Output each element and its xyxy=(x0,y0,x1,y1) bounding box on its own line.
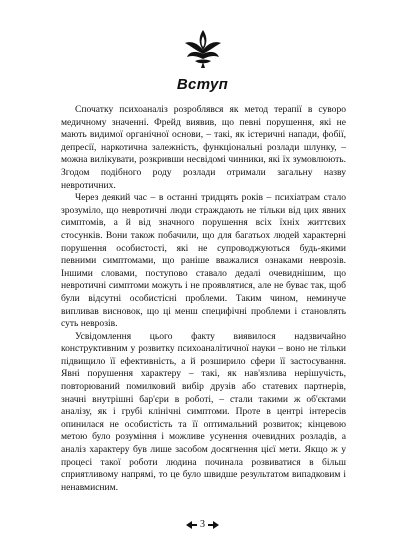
paragraph: Спочатку психоаналіз розроблявся як метод терапії в суворо медичному значенні. Фрейд виявив, що певні порушення, які не мають видимої органічної основи, – такі, як істеричні напади, фобії, депресії, наркотична залежність, функціональні розлади шлунку, – можна вилікувати, розкривши несвідомі чинники, які їх зумовлюють. Згодом подібного роду розлади отримали загальну назву невротичних. xyxy=(61,104,346,191)
paragraph: Через деякий час – в останні тридцять років – психіатрам стало зрозуміло, що невротичні люди страждають не тільки від цих явних симптомів, а й від значного порушення всіх їхніх життєвих стосунків. Вони також побачили, що для багатьох людей характерні порушення особистості, які не супроводжуються будь-якими певними симптомами, що раніше вважалися ознаками неврозів. Іншими словами, поступово ставало дедалі очевиднішим, що невротичні симптоми можуть і не проявлятися, але не буває так, щоб були відсутні особистісні проблеми. Таким чином, неминуче випливав висновок, що ці менш специфічні проблеми і становлять суть неврозів. xyxy=(61,192,346,330)
left-arrow-marker-icon xyxy=(186,521,197,529)
paragraph: Усвідомлення цього факту виявилося надзвичайно конструктивним у розвитку психоаналітичної науки – воно не тільки підвищило її ефективність, а й розширило сфери її застосування. Явні порушення характеру – такі, як нав'язлива нерішучість, повторюваний помилковий вибір друзів або статевих партнерів, значні внутрішні бар'єри в роботі, – стали такими ж об'єктами аналізу, як і грубі клінічні симптоми. Проте в центрі інтересів опинилася не особистість та її оптимальний розвиток; кінцевою метою було розуміння і можливе усунення очевидних розладів, а аналіз характеру був лише засобом досягнення цієї мети. Якщо ж у процесі такої роботи людина починала розвиватися в більш сприятливому напрямі, то це було швидше результатом випадковим і ненавмисним. xyxy=(61,330,346,493)
lotus-ornament-icon xyxy=(181,26,225,70)
body-text xyxy=(61,104,346,494)
page-number: 3 xyxy=(200,519,205,530)
right-arrow-marker-icon xyxy=(208,521,219,529)
page-title: Вступ xyxy=(176,76,229,93)
page-footer xyxy=(0,519,405,530)
